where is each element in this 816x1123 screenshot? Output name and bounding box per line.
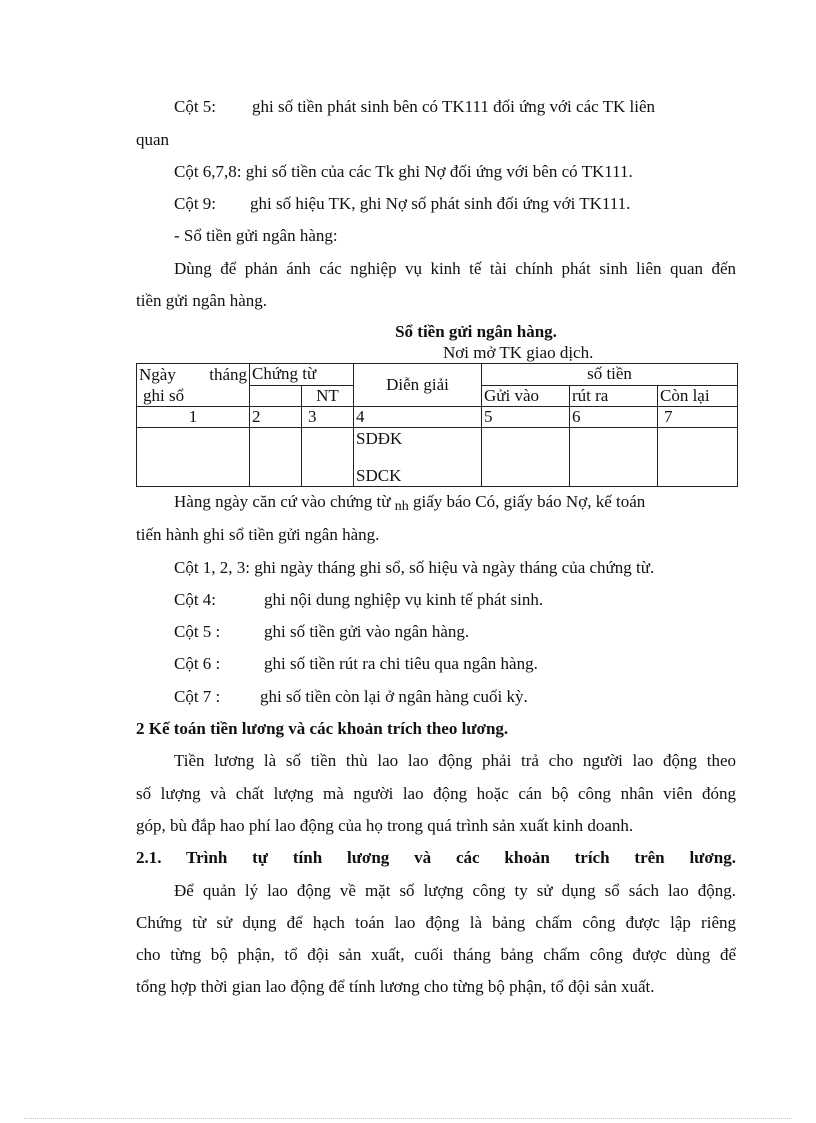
col7-text: ghi số tiền còn lại ở ngân hàng cuối kỳ. <box>260 687 528 706</box>
closing-balance-label: SDCK <box>356 466 402 485</box>
cols123-line: Cột 1, 2, 3: ghi ngày tháng ghi sổ, số hiệu và ngày tháng của chứng từ. <box>174 558 655 577</box>
daily-line2: tiến hành ghi sổ tiền gửi ngân hàng. <box>136 525 380 544</box>
section-2-1-heading: 2.1. Trình tự tính lương và các khoản trích trên lương. <box>136 848 736 867</box>
balance-cell-7 <box>658 428 738 487</box>
table-header-row <box>137 364 738 386</box>
header-conlai: Còn lại <box>658 385 738 407</box>
daily-line1-a: Hàng ngày căn cứ vào chứng từ <box>174 492 391 511</box>
col6-line <box>174 653 736 675</box>
col9-text: ghi số hiệu TK, ghi Nợ số phát sinh đối ứng với TK111. <box>250 194 631 213</box>
col9-line <box>174 193 736 215</box>
col5-line <box>174 96 736 118</box>
col-number-5: 5 <box>482 407 570 428</box>
col5b-line <box>174 621 736 643</box>
header-ngay: Ngày <box>139 365 176 384</box>
balance-cell-2 <box>250 428 302 487</box>
header-diengiai: Diễn giải <box>354 364 482 407</box>
header-ghiso: ghi sổ <box>143 386 185 405</box>
col7-line <box>174 686 736 708</box>
section2-p1-line3: góp, bù đắp hao phí lao động của họ trong quá trình sản xuất kinh doanh. <box>136 816 634 835</box>
daily-line1 <box>174 491 736 515</box>
col5b-text: ghi số tiền gửi vào ngân hàng. <box>264 622 470 641</box>
balance-cell-1 <box>137 428 250 487</box>
bank-desc-line2: tiền gửi ngân hàng. <box>136 291 268 310</box>
col4-label: Cột 4: <box>174 590 217 609</box>
col-number-2: 2 <box>250 407 302 428</box>
section2-p1-line1: Tiền lương là số tiền thù lao lao động phải trả cho người lao động theo <box>174 751 736 770</box>
balance-cell-3 <box>302 428 354 487</box>
col6-label: Cột 6 : <box>174 654 221 673</box>
balance-cell-diengiai <box>354 428 482 487</box>
table-number-row <box>137 407 738 428</box>
header-sohieu-empty <box>250 385 302 407</box>
table-balance-row <box>137 428 738 487</box>
header-guivao: Gửi vào <box>482 385 570 407</box>
header-ngay-thang <box>137 364 250 407</box>
col-number-1: 1 <box>137 407 250 428</box>
section2-p2-line3: cho từng bộ phận, tổ đội sản xuất, cuối tháng bảng chấm công được dùng để <box>136 945 736 964</box>
bank-desc-line1: Dùng để phản ánh các nghiệp vụ kinh tế tài chính phát sinh liên quan đến <box>174 259 736 278</box>
section2-p1-line2: số lượng và chất lượng mà người lao động hoặc cán bộ công nhân viên đóng <box>136 784 736 803</box>
bank-ledger-table <box>136 363 738 487</box>
col6-text: ghi số tiền rút ra chi tiêu qua ngân hàng. <box>264 654 538 673</box>
opening-balance-label: SDĐK <box>356 429 403 448</box>
table-title: Sổ tiền gửi ngân hàng. <box>395 322 557 341</box>
col5-continuation: quan <box>136 130 170 149</box>
col-number-3: 3 <box>302 407 354 428</box>
col5-text: ghi số tiền phát sinh bên có TK111 đối ứng với các TK liên <box>252 97 656 116</box>
col7-label: Cột 7 : <box>174 687 221 706</box>
bank-book-heading: - Sổ tiền gửi ngân hàng: <box>174 226 338 245</box>
header-nt: NT <box>302 385 354 407</box>
section2-p2-line2: Chứng từ sử dụng để hạch toán lao động là bảng chấm công được lập riêng <box>136 913 736 932</box>
balance-cell-6 <box>570 428 658 487</box>
col9-label: Cột 9: <box>174 194 217 213</box>
col4-text: ghi nội dung nghiệp vụ kinh tế phát sinh. <box>264 590 544 609</box>
col678-line: Cột 6,7,8: ghi số tiền của các Tk ghi Nợ đối ứng với bên có TK111. <box>174 162 633 181</box>
section2-p2-line1: Để quản lý lao động về mặt số lượng công ty sử dụng sổ sách lao động. <box>174 881 736 900</box>
col-number-4: 4 <box>354 407 482 428</box>
header-thang: tháng <box>209 365 247 384</box>
col-number-7: 7 <box>658 407 738 428</box>
col4-line <box>174 589 736 611</box>
table-subtitle: Nơi mở TK giao dịch. <box>443 343 594 362</box>
col5b-label: Cột 5 : <box>174 622 221 641</box>
page-footer-divider <box>24 1118 792 1119</box>
col-number-6: 6 <box>570 407 658 428</box>
header-sotien: số tiền <box>482 364 738 386</box>
daily-line1-nh: nh <box>394 499 409 514</box>
header-chungtu: Chứng từ <box>250 364 354 386</box>
section2-p2-line4: tổng hợp thời gian lao động để tính lương cho từng bộ phận, tổ đội sản xuất. <box>136 977 655 996</box>
header-rutra: rút ra <box>570 385 658 407</box>
section-2-heading: 2 Kế toán tiền lương và các khoản trích theo lương. <box>136 719 509 738</box>
daily-line1-b: giấy báo Có, giấy báo Nợ, kế toán <box>412 492 646 511</box>
col5-label: Cột 5: <box>174 97 217 116</box>
balance-cell-5 <box>482 428 570 487</box>
